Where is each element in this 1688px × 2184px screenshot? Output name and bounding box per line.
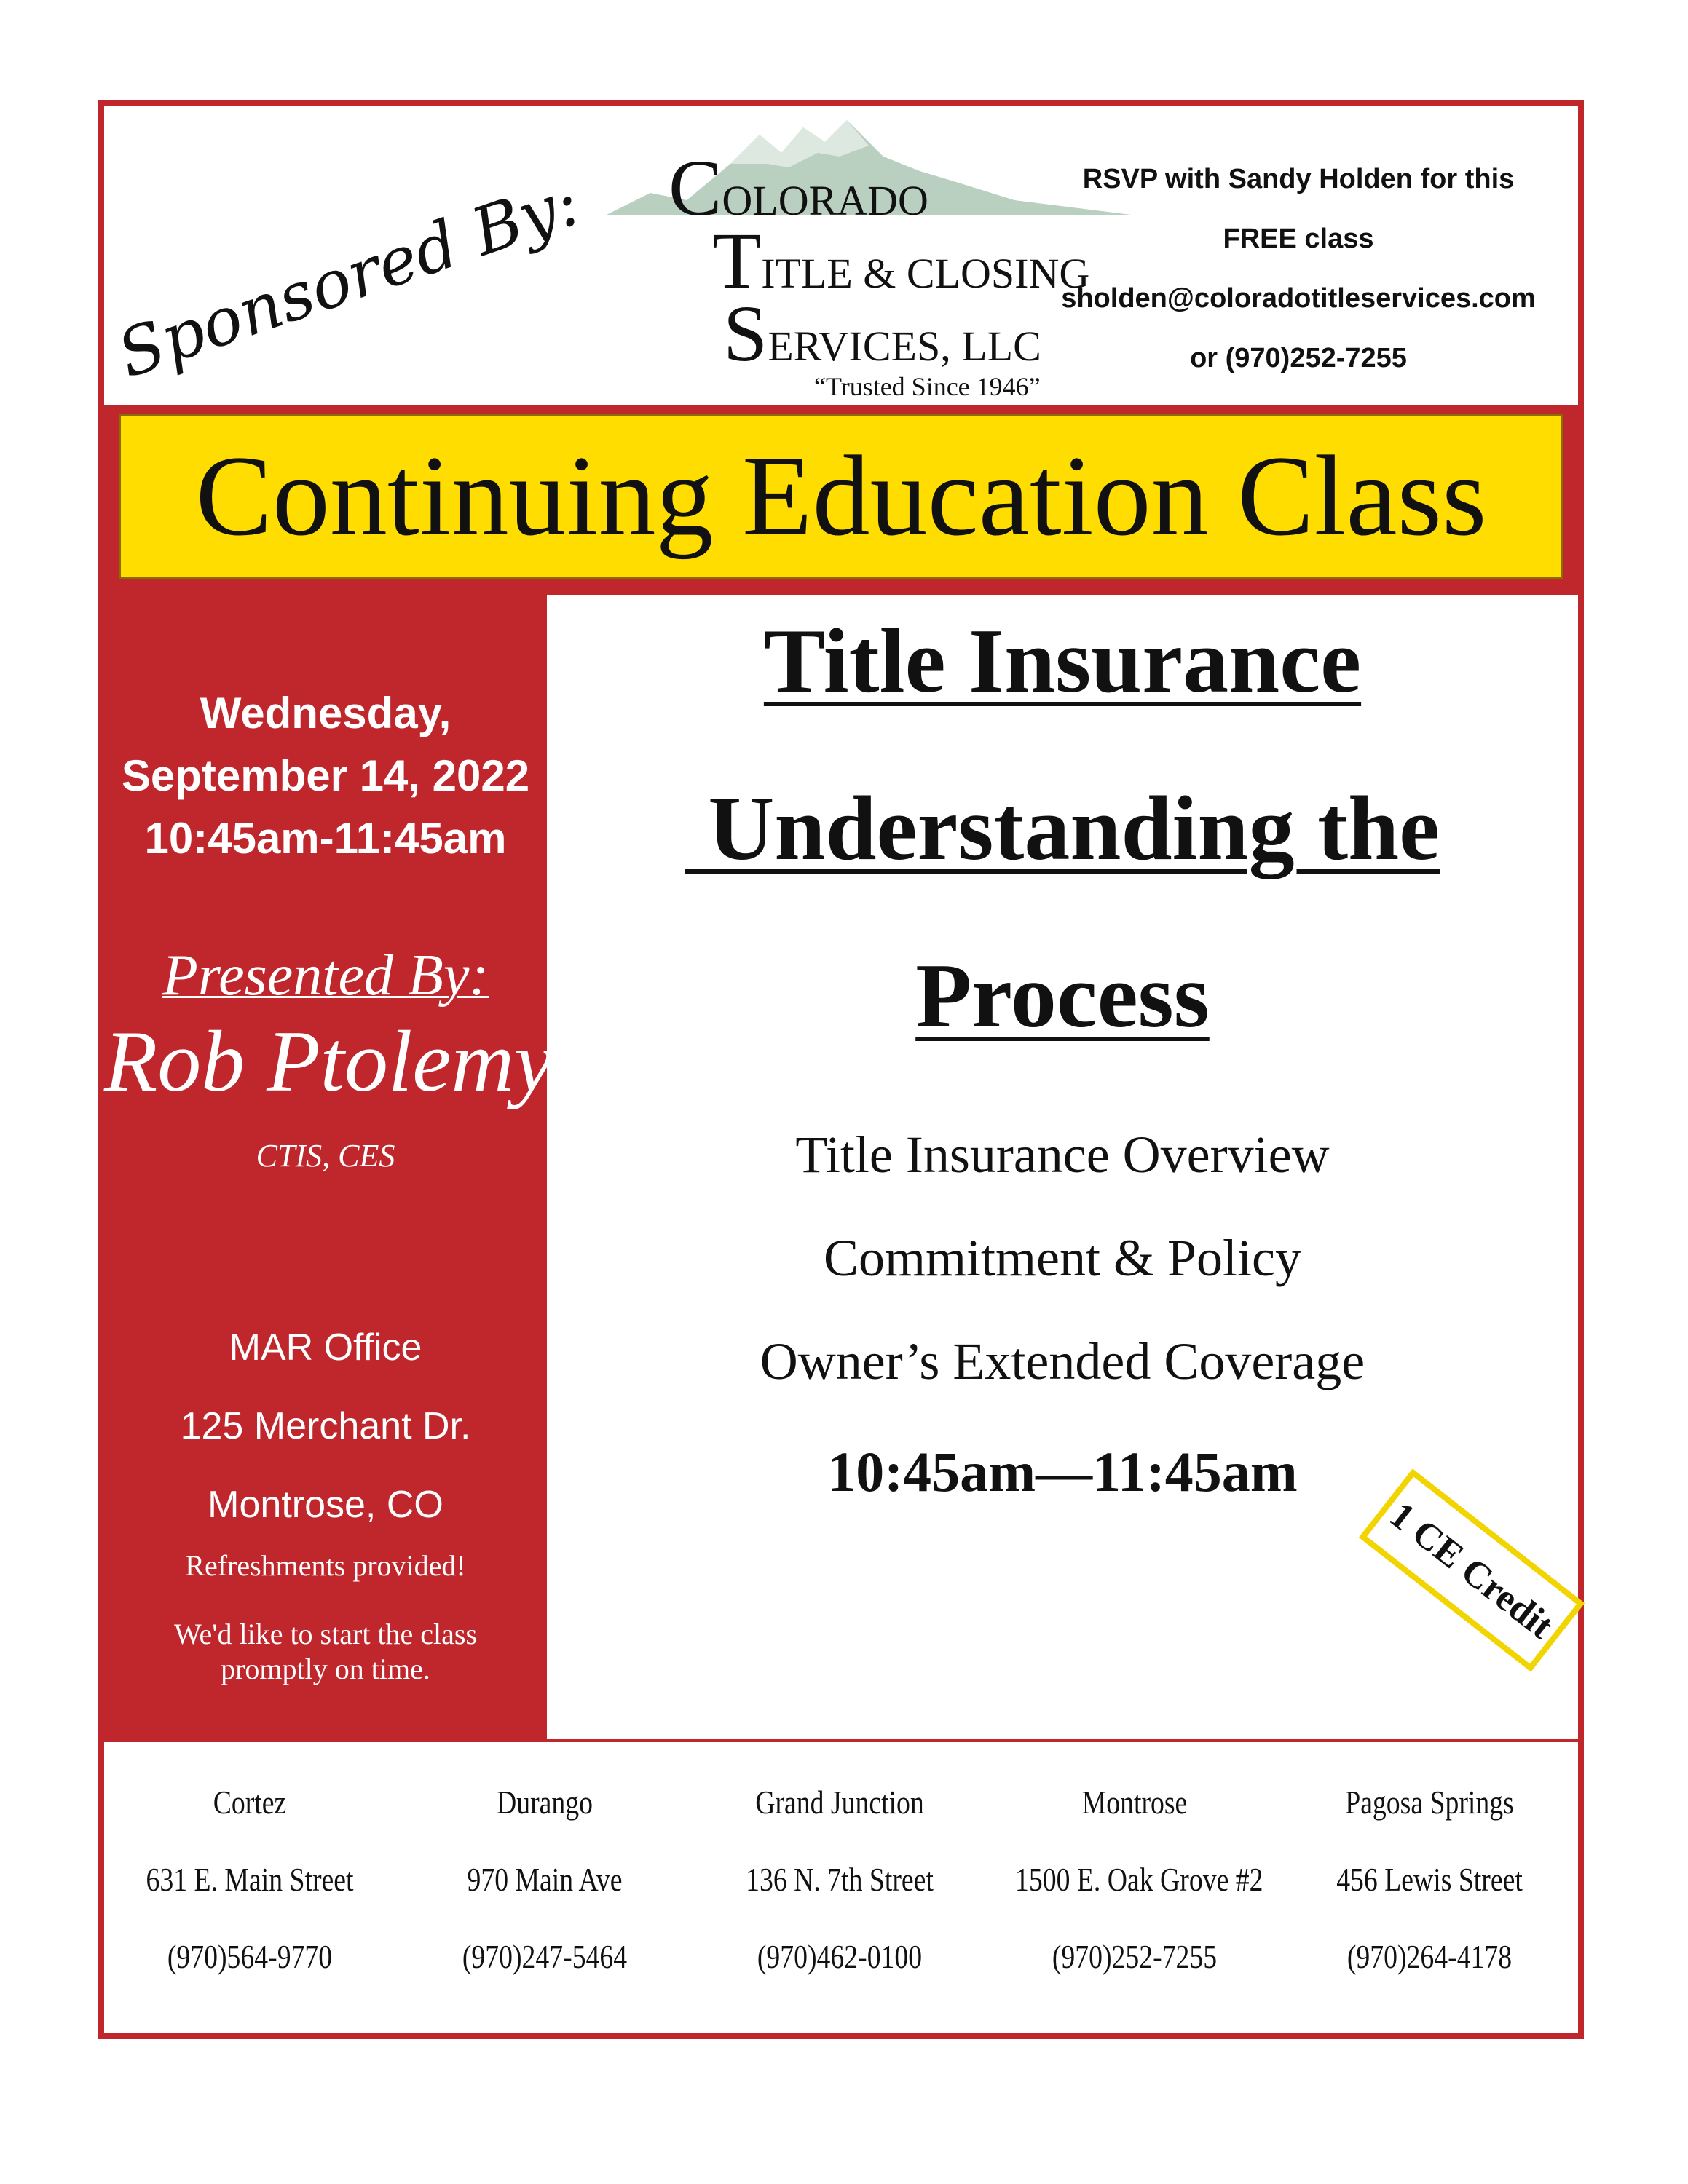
flyer-header: [104, 106, 1578, 405]
office-city: Cortez: [213, 1784, 287, 1821]
office-address: 970 Main Ave: [467, 1861, 623, 1898]
start-time-note: We'd like to start the class promptly on time.: [173, 1618, 478, 1685]
rsvp-phone: or (970)252-7255: [1190, 343, 1407, 373]
flyer-frame: [98, 100, 1584, 2039]
banner-wrapper: [104, 405, 1578, 595]
location-address: 125 Merchant Dr.: [180, 1405, 471, 1447]
office-city: Durango: [497, 1784, 593, 1821]
course-panel: [547, 595, 1578, 1739]
office-phone: (970)264-4178: [1346, 1938, 1513, 1975]
event-day: Wednesday,: [200, 689, 451, 737]
banner-title: Continuing Education Class: [119, 414, 1563, 579]
office-address: 631 E. Main Street: [146, 1861, 354, 1898]
office-city: Montrose: [1081, 1784, 1188, 1821]
office-phone: (970)462-0100: [757, 1938, 923, 1975]
office-address: 1500 E. Oak Grove #2: [1015, 1861, 1263, 1898]
event-date: September 14, 2022: [121, 751, 530, 800]
logo-line-services: SERVICES, LLC: [723, 289, 1041, 378]
location-name: MAR Office: [229, 1326, 422, 1369]
logo-line-colorado: COLORADO: [669, 143, 928, 232]
presented-by-label: Presented By:: [162, 943, 489, 1008]
topic-item: Title Insurance Overview: [795, 1125, 1330, 1184]
office-cortez: [104, 1764, 395, 1995]
refreshments-note: Refreshments provided!: [185, 1549, 466, 1582]
course-title-line-1: Title Insurance: [763, 611, 1362, 712]
office-locations-footer: [104, 1739, 1578, 2033]
topic-item: Owner’s Extended Coverage: [760, 1332, 1365, 1390]
office-city: Grand Junction: [755, 1784, 924, 1821]
logo-line-title-closing: TITLE & CLOSING: [712, 216, 1090, 305]
rsvp-email-link[interactable]: sholden@coloradotitleservices.com: [1061, 283, 1536, 314]
office-grand-junction: [694, 1764, 985, 1995]
course-title-line-2: Understanding the: [685, 778, 1440, 879]
office-pagosa-springs: [1284, 1764, 1575, 1995]
office-montrose: [989, 1764, 1280, 1995]
office-phone: (970)564-9770: [167, 1938, 333, 1975]
office-durango: [399, 1764, 690, 1995]
sponsored-by-label: Sponsored By:: [108, 164, 589, 394]
rsvp-block: [1029, 149, 1568, 388]
office-address: 456 Lewis Street: [1336, 1861, 1523, 1898]
course-time: 10:45am—11:45am: [827, 1440, 1298, 1503]
presenter-credentials: CTIS, CES: [256, 1138, 395, 1174]
event-time: 10:45am-11:45am: [144, 814, 507, 863]
office-phone: (970)247-5464: [462, 1938, 628, 1975]
office-phone: (970)252-7255: [1052, 1938, 1218, 1975]
course-title-line-3: Process: [915, 946, 1210, 1047]
logo-tagline: “Trusted Since 1946”: [814, 372, 1041, 401]
rsvp-line: RSVP with Sandy Holden for this: [1082, 164, 1515, 194]
office-city: Pagosa Springs: [1345, 1784, 1514, 1821]
location-city: Montrose, CO: [208, 1484, 443, 1526]
presenter-name: Rob Ptolemy: [104, 1013, 553, 1109]
rsvp-free-class: FREE class: [1223, 223, 1374, 254]
event-details-panel: [104, 595, 553, 1739]
ce-credit-badge: 1 CE Credit: [1359, 1468, 1585, 1671]
office-address: 136 N. 7th Street: [746, 1861, 934, 1898]
topic-item: Commitment & Policy: [823, 1229, 1301, 1287]
